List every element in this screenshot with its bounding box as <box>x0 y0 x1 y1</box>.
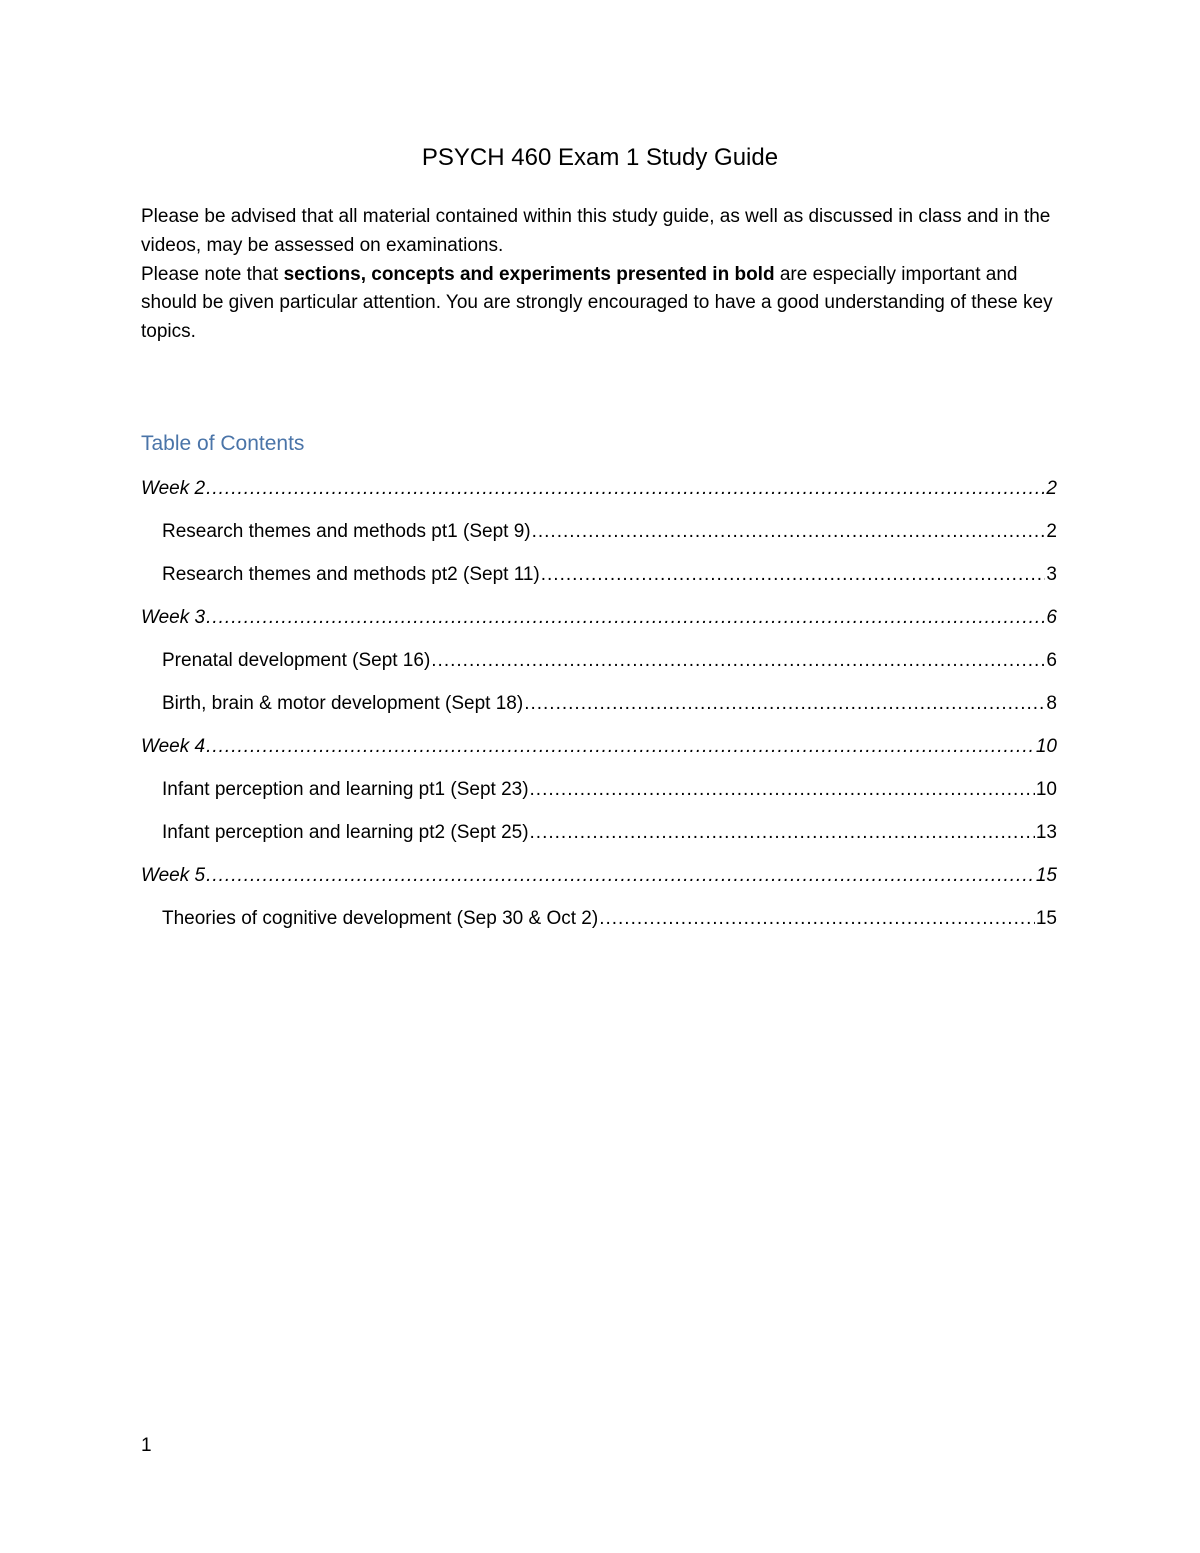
toc-entry-research-methods-pt2[interactable] <box>141 559 1057 602</box>
toc-entry-page: 8 <box>1046 693 1057 714</box>
toc-entry-page: 6 <box>1046 650 1057 671</box>
toc-entry-page: 2 <box>1046 478 1057 499</box>
toc-entry-label: Research themes and methods pt1 (Sept 9) <box>162 521 531 542</box>
toc-dot-leader <box>431 645 1045 677</box>
intro-paragraph-2-end: are especially important and should be given particular attention. You are strongly encouraged to have a good understanding of these key topics. <box>141 263 1053 343</box>
toc-entry-page: 10 <box>1035 736 1057 757</box>
intro-paragraph-2-start: Please note that <box>141 263 284 285</box>
toc-entry-page: 10 <box>1035 779 1057 800</box>
toc-heading: Table of Contents <box>141 432 305 455</box>
toc-entry-week-2[interactable] <box>141 473 1057 516</box>
toc-dot-leader <box>530 774 1035 806</box>
toc-entry-prenatal-development[interactable] <box>141 645 1057 688</box>
toc-dot-leader <box>599 903 1035 935</box>
intro-text <box>141 203 1061 347</box>
toc-entry-page: 6 <box>1046 607 1057 628</box>
intro-paragraph-2 <box>141 261 1061 347</box>
toc-entry-label: Prenatal development (Sept 16) <box>162 650 431 671</box>
toc-entry-label: Research themes and methods pt2 (Sept 11) <box>162 564 540 585</box>
toc-entry-label: Week 3 <box>141 607 206 628</box>
toc-dot-leader <box>206 731 1035 763</box>
toc-entry-label: Week 4 <box>141 736 206 757</box>
toc-entry-birth-brain-motor[interactable] <box>141 688 1057 731</box>
toc-entry-page: 13 <box>1035 822 1057 843</box>
toc-entry-label: Birth, brain & motor development (Sept 18) <box>162 693 524 714</box>
toc-entry-label: Infant perception and learning pt1 (Sept 23) <box>162 779 529 800</box>
page-number: 1 <box>141 1435 152 1456</box>
toc-entry-label: Infant perception and learning pt2 (Sept 25) <box>162 822 529 843</box>
toc-dot-leader <box>206 602 1045 634</box>
toc-entry-page: 15 <box>1035 908 1057 929</box>
toc-entry-infant-perception-pt2[interactable] <box>141 817 1057 860</box>
toc-dot-leader <box>524 688 1045 720</box>
toc-entry-label: Week 5 <box>141 865 206 886</box>
intro-bold-emphasis: sections, concepts and experiments presented in bold <box>283 263 775 285</box>
toc-entry-week-3[interactable] <box>141 602 1057 645</box>
toc-entry-infant-perception-pt1[interactable] <box>141 774 1057 817</box>
toc-entry-theories-cognitive-development[interactable] <box>141 903 1057 946</box>
toc-entry-week-4[interactable] <box>141 731 1057 774</box>
toc-entry-page: 3 <box>1046 564 1057 585</box>
toc-entry-label: Week 2 <box>141 478 206 499</box>
toc-dot-leader <box>532 516 1046 548</box>
document-title: PSYCH 460 Exam 1 Study Guide <box>421 144 779 171</box>
toc-dot-leader <box>206 860 1035 892</box>
toc-entry-page: 2 <box>1046 521 1057 542</box>
toc-dot-leader <box>530 817 1035 849</box>
toc-dot-leader <box>541 559 1046 591</box>
table-of-contents <box>141 473 1057 946</box>
toc-entry-week-5[interactable] <box>141 860 1057 903</box>
toc-entry-label: Theories of cognitive development (Sep 30 & Oct 2) <box>162 908 599 929</box>
intro-paragraph-1: Please be advised that all material contained within this study guide, as well as discussed in class and in the videos, may be assessed on examinations. <box>141 206 1051 256</box>
toc-dot-leader <box>206 473 1045 505</box>
toc-entry-page: 15 <box>1035 865 1057 886</box>
toc-entry-research-methods-pt1[interactable] <box>141 516 1057 559</box>
